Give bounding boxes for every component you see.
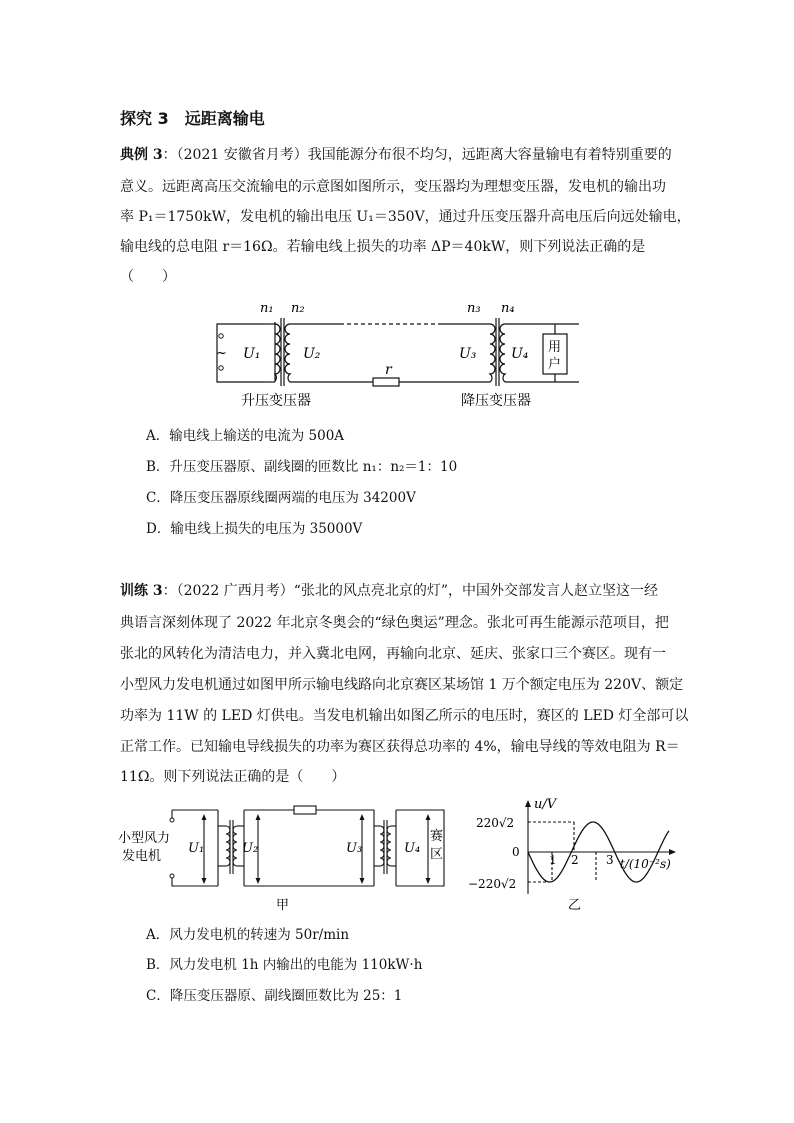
x-axis-label: t/(10⁻²s) (620, 857, 671, 871)
jia-u1-label: U₁ (188, 841, 205, 856)
n2-label: n₂ (291, 301, 305, 316)
transmission-diagram (205, 296, 585, 412)
training-3-label: 训练 3 (120, 583, 163, 599)
y-tick-top: 220√2 (476, 816, 515, 830)
wind-power-circuit-diagram (118, 796, 458, 916)
y-tick-zero: 0 (512, 845, 520, 859)
example-3-text-1: ：（2021 安徽省月考）我国能源分布很不均匀，远距离大容量输电有着特别重要的 (162, 147, 672, 163)
x-tick-3: 3 (606, 853, 614, 867)
example-3-label: 典例 3 (120, 147, 163, 163)
y-tick-bottom: −220√2 (468, 877, 517, 891)
example-3-line-2: 意义。远距离高压交流输电的示意图如图所示，变压器均为理想变压器，发电机的输出功 (120, 179, 666, 195)
example-3-option-a: A．输电线上输送的电流为 500A (146, 428, 345, 444)
step-up-transformer-label: 升压变压器 (241, 393, 311, 409)
generator-label-1: 小型风力 (118, 831, 171, 846)
user-label-2: 户 (548, 357, 562, 372)
jia-u3-label: U₃ (346, 841, 363, 856)
training-3-line-5: 功率为 11W 的 LED 灯供电。当发电机输出如图乙所示的电压时，赛区的 LED 灯全部可以 (120, 708, 689, 724)
step-down-transformer-label: 降压变压器 (461, 393, 531, 409)
u2-label: U₂ (303, 346, 321, 362)
figure-yi-caption: 乙 (568, 898, 582, 913)
u3-label: U₃ (459, 346, 477, 362)
training-3-option-c: C．降压变压器原、副线圈匝数比为 25：1 (146, 988, 403, 1004)
jia-u2-label: U₂ (242, 841, 259, 856)
training-3-line-7: 11Ω。则下列说法正确的是（ ） (120, 769, 346, 785)
generator-label-2: 发电机 (122, 849, 162, 864)
example-3-line-4: 输电线的总电阻 r＝16Ω。若输电线上损失的功率 ΔP＝40kW，则下列说法正确的是 (120, 239, 646, 255)
n1-label: n₁ (260, 301, 274, 316)
n4-label: n₄ (501, 301, 515, 316)
section-title: 探究 3 远距离输电 (120, 109, 265, 128)
y-axis-label: u/V (534, 797, 557, 812)
training-3-option-a: A．风力发电机的转速为 50r/min (146, 927, 350, 943)
u1-label: U₁ (243, 346, 261, 362)
example-3-option-c: C．降压变压器原线圈两端的电压为 34200V (146, 490, 416, 506)
u4-label: U₄ (511, 346, 529, 362)
training-3-line-1 (120, 582, 658, 600)
resistor-r-label: r (385, 362, 392, 378)
n3-label: n₃ (467, 301, 481, 316)
example-3-option-d: D．输电线上损失的电压为 35000V (146, 521, 363, 537)
training-3-line-2: 典语言深刻体现了 2022 年北京冬奥会的“绿色奥运”理念。张北可再生能源示范项目，把 (120, 615, 669, 631)
example-3-option-b: B．升压变压器原、副线圈的匝数比 n₁：n₂＝1：10 (146, 459, 458, 475)
example-3-line-1 (120, 146, 672, 164)
example-3-answer-bracket: （ ） (120, 269, 176, 285)
jia-u4-label: U₄ (404, 841, 421, 856)
training-3-line-6: 正常工作。已知输电导线损失的功率为赛区获得总功率的 4%，输电导线的等效电阻为 R＝ (120, 739, 680, 755)
x-tick-1: 1 (549, 853, 557, 867)
example-3-line-3: 率 P₁＝1750kW，发电机的输出电压 U₁＝350V，通过升压变压器升高电压后向远处输电， (120, 209, 691, 225)
training-3-line-3: 张北的风转化为清洁电力，并入冀北电网，再输向北京、延庆、张家口三个赛区。现有一 (120, 646, 666, 662)
venue-label-2: 区 (430, 847, 444, 862)
training-3-text-1: ：（2022 广西月考）“张北的风点亮北京的灯”，中国外交部发言人赵立坚这一经 (162, 583, 659, 599)
training-3-line-4: 小型风力发电机通过如图甲所示输电线路向北京赛区某场馆 1 万个额定电压为 220V、额定 (120, 677, 684, 693)
x-tick-2: 2 (571, 853, 579, 867)
ac-source-symbol: ~ (216, 346, 227, 361)
voltage-time-graph (462, 796, 682, 916)
training-3-option-b: B．风力发电机 1h 内输出的电能为 110kW·h (146, 957, 423, 973)
venue-label-1: 赛 (430, 829, 444, 844)
figure-jia-caption: 甲 (276, 898, 290, 913)
user-label-1: 用 (548, 340, 562, 355)
